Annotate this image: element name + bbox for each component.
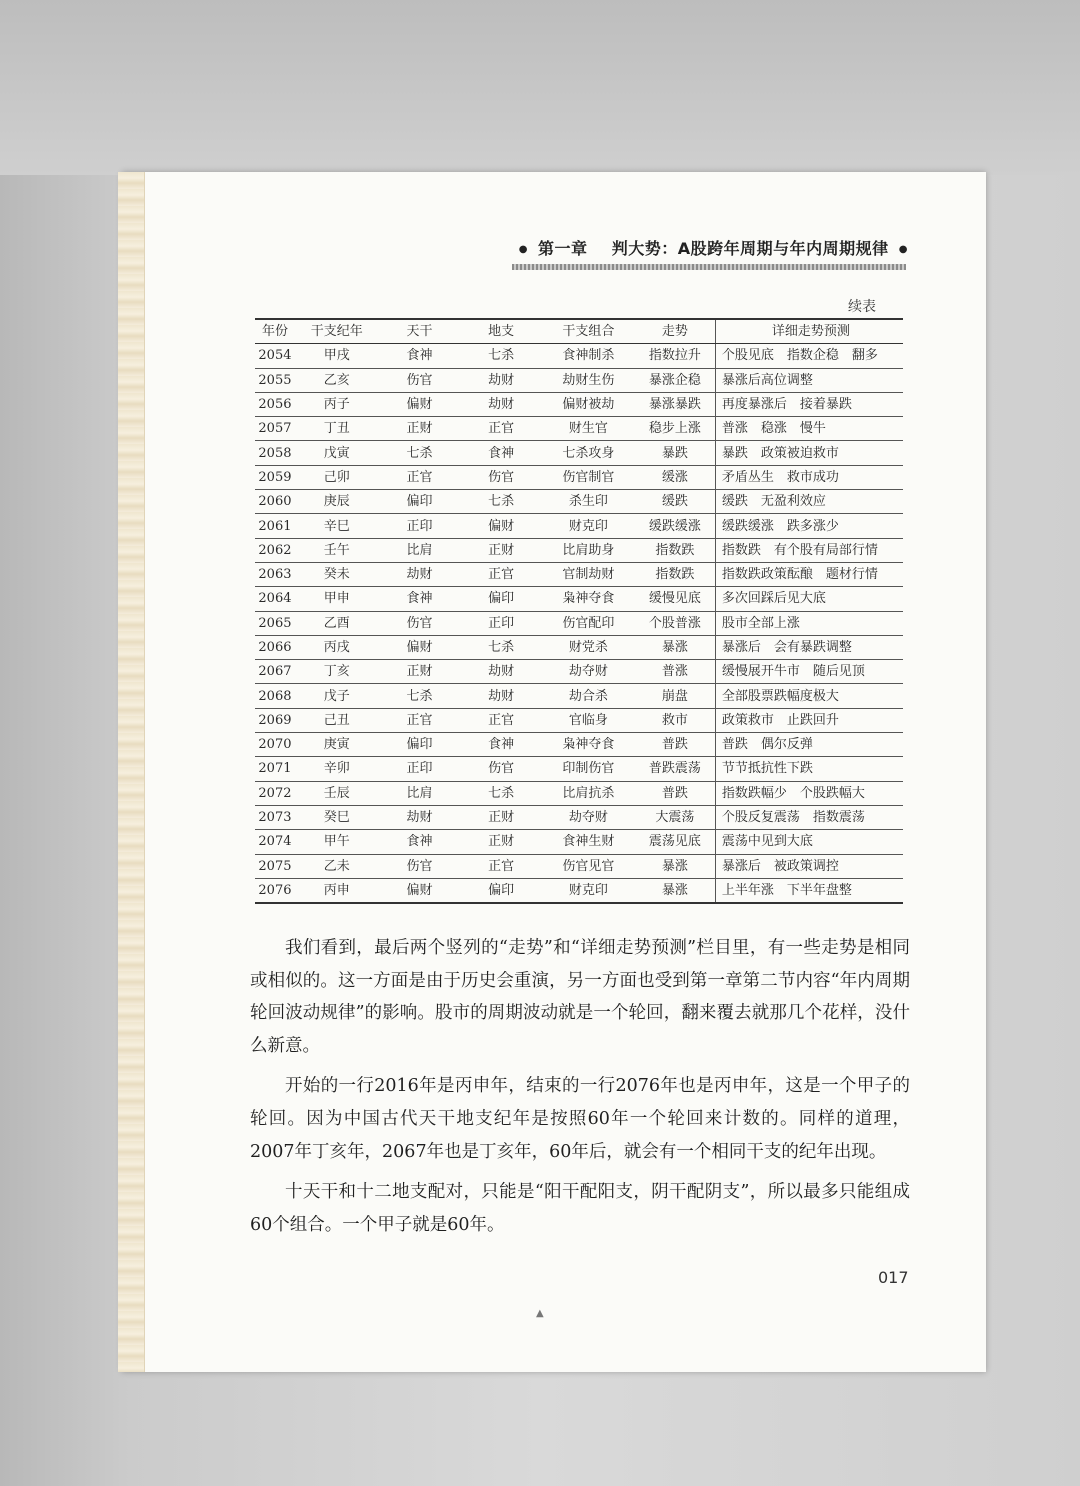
tiangan-cell: 正官: [379, 465, 461, 489]
year-cell: 2057: [255, 417, 295, 441]
forecast-cell: 普涨 稳涨 慢牛: [715, 417, 903, 441]
combination-cell: 劫财生伤: [542, 368, 635, 392]
year-cell: 2060: [255, 490, 295, 514]
year-cell: 2070: [255, 733, 295, 757]
trend-cell: 暴涨: [635, 635, 716, 659]
forecast-cell: 普跌 偶尔反弹: [715, 733, 903, 757]
year-cell: 2061: [255, 514, 295, 538]
column-header-year: 年份: [255, 319, 295, 344]
column-header-ganzhi: 干支纪年: [295, 319, 379, 344]
combination-cell: 枭神夺食: [542, 733, 635, 757]
table-row: [255, 733, 903, 757]
dizhi-cell: 偏印: [460, 587, 542, 611]
dizhi-cell: 正官: [460, 417, 542, 441]
combination-cell: 偏财被劫: [542, 392, 635, 416]
year-cell: 2063: [255, 562, 295, 586]
trend-cell: 普涨: [635, 660, 716, 684]
ganzhi-cell: 丙申: [295, 878, 379, 903]
year-cell: 2074: [255, 830, 295, 854]
table-row: [255, 562, 903, 586]
tiangan-cell: 劫财: [379, 805, 461, 829]
chapter-title: 判大势：A股跨年周期与年内周期规律: [611, 239, 889, 258]
combination-cell: 比肩抗杀: [542, 781, 635, 805]
table-row: [255, 830, 903, 854]
forecast-cell: 缓跌缓涨 跌多涨少: [715, 514, 903, 538]
tiangan-cell: 正印: [379, 514, 461, 538]
column-header-dizhi: 地支: [460, 319, 542, 344]
header-rule: [512, 264, 906, 270]
trend-cell: 暴涨: [635, 854, 716, 878]
table-row: [255, 660, 903, 684]
ganzhi-cell: 壬辰: [295, 781, 379, 805]
table-row: [255, 417, 903, 441]
ganzhi-cell: 壬午: [295, 538, 379, 562]
ganzhi-cell: 甲申: [295, 587, 379, 611]
table-row: [255, 854, 903, 878]
scanner-background: [0, 0, 1080, 175]
combination-cell: 官临身: [542, 708, 635, 732]
year-cell: 2056: [255, 392, 295, 416]
ganzhi-cell: 癸巳: [295, 805, 379, 829]
tiangan-cell: 偏印: [379, 490, 461, 514]
book-page: [122, 172, 986, 1372]
year-cell: 2059: [255, 465, 295, 489]
ganzhi-cell: 癸未: [295, 562, 379, 586]
year-cell: 2065: [255, 611, 295, 635]
dizhi-cell: 正财: [460, 830, 542, 854]
dizhi-cell: 劫财: [460, 392, 542, 416]
forecast-cell: 指数跌 有个股有局部行情: [715, 538, 903, 562]
ganzhi-cell: 戊寅: [295, 441, 379, 465]
table-row: [255, 490, 903, 514]
trend-cell: 缓跌: [635, 490, 716, 514]
year-cell: 2073: [255, 805, 295, 829]
dizhi-cell: 七杀: [460, 781, 542, 805]
ganzhi-cell: 庚寅: [295, 733, 379, 757]
dizhi-cell: 伤官: [460, 465, 542, 489]
trend-cell: 普跌: [635, 781, 716, 805]
forecast-cell: 暴涨后高位调整: [715, 368, 903, 392]
year-cell: 2075: [255, 854, 295, 878]
forecast-cell: 上半年涨 下半年盘整: [715, 878, 903, 903]
forecast-cell: 缓跌 无盈利效应: [715, 490, 903, 514]
combination-cell: 财生官: [542, 417, 635, 441]
combination-cell: 财克印: [542, 878, 635, 903]
combination-cell: 印制伤官: [542, 757, 635, 781]
table-row: [255, 757, 903, 781]
forecast-cell: 节节抵抗性下跌: [715, 757, 903, 781]
ganzhi-cell: 戊子: [295, 684, 379, 708]
dizhi-cell: 劫财: [460, 660, 542, 684]
combination-cell: 财克印: [542, 514, 635, 538]
ganzhi-cell: 辛巳: [295, 514, 379, 538]
table-header-row: [255, 319, 903, 344]
trend-cell: 崩盘: [635, 684, 716, 708]
year-cell: 2069: [255, 708, 295, 732]
tiangan-cell: 偏财: [379, 392, 461, 416]
chapter-label: 第一章: [538, 239, 588, 258]
dizhi-cell: 七杀: [460, 490, 542, 514]
running-header: [512, 236, 912, 259]
table-row: [255, 344, 903, 368]
year-cell: 2068: [255, 684, 295, 708]
trend-cell: 暴涨企稳: [635, 368, 716, 392]
dizhi-cell: 伤官: [460, 757, 542, 781]
trend-cell: 暴涨暴跌: [635, 392, 716, 416]
page-number: 017: [878, 1268, 909, 1287]
tiangan-cell: 正印: [379, 757, 461, 781]
dizhi-cell: 七杀: [460, 635, 542, 659]
table-row: [255, 805, 903, 829]
forecast-cell: 政策救市 止跌回升: [715, 708, 903, 732]
forecast-cell: 暴涨后 会有暴跌调整: [715, 635, 903, 659]
tiangan-cell: 伤官: [379, 611, 461, 635]
tiangan-cell: 正官: [379, 708, 461, 732]
trend-cell: 缓涨: [635, 465, 716, 489]
dizhi-cell: 劫财: [460, 368, 542, 392]
combination-cell: 食神生财: [542, 830, 635, 854]
tiangan-cell: 伤官: [379, 368, 461, 392]
combination-cell: 伤官配印: [542, 611, 635, 635]
ganzhi-cell: 丙子: [295, 392, 379, 416]
combination-cell: 杀生印: [542, 490, 635, 514]
column-header-tiangan: 天干: [379, 319, 461, 344]
tiangan-cell: 偏印: [379, 733, 461, 757]
paragraph: 开始的一行2016年是丙申年，结束的一行2076年也是丙申年，这是一个甲子的轮回。因为中国古代天干地支纪年是按照60年一个轮回来计数的。同样的道理，2007年丁亥年，2067年也是丁亥年，60年后，就会有一个相同干支的纪年出现。: [250, 1076, 910, 1162]
table-row: [255, 587, 903, 611]
table-row: [255, 635, 903, 659]
combination-cell: 劫夺财: [542, 805, 635, 829]
dizhi-cell: 正印: [460, 611, 542, 635]
forecast-cell: 暴跌 政策被迫救市: [715, 441, 903, 465]
ganzhi-cell: 庚辰: [295, 490, 379, 514]
dizhi-cell: 正官: [460, 562, 542, 586]
table-row: [255, 441, 903, 465]
body-text: [250, 932, 910, 1249]
ganzhi-cell: 乙酉: [295, 611, 379, 635]
trend-cell: 暴涨: [635, 878, 716, 903]
trend-cell: 普跌: [635, 733, 716, 757]
trend-cell: 暴跌: [635, 441, 716, 465]
forecast-cell: 暴涨后 被政策调控: [715, 854, 903, 878]
dizhi-cell: 食神: [460, 733, 542, 757]
dizhi-cell: 正官: [460, 854, 542, 878]
ganzhi-cell: 甲午: [295, 830, 379, 854]
trend-cell: 个股普涨: [635, 611, 716, 635]
combination-cell: 伤官见官: [542, 854, 635, 878]
forecast-cell: 矛盾丛生 救市成功: [715, 465, 903, 489]
column-header-trend: 走势: [635, 319, 716, 344]
bullet-icon: ●: [898, 244, 908, 255]
tiangan-cell: 食神: [379, 344, 461, 368]
tiangan-cell: 偏财: [379, 878, 461, 903]
ganzhi-cell: 乙未: [295, 854, 379, 878]
combination-cell: 比肩助身: [542, 538, 635, 562]
forecast-cell: 全部股票跌幅度极大: [715, 684, 903, 708]
table-row: [255, 538, 903, 562]
dizhi-cell: 七杀: [460, 344, 542, 368]
table-row: [255, 781, 903, 805]
forecast-table: [255, 318, 903, 904]
dizhi-cell: 偏印: [460, 878, 542, 903]
forecast-cell: 再度暴涨后 接着暴跌: [715, 392, 903, 416]
year-cell: 2067: [255, 660, 295, 684]
tiangan-cell: 正财: [379, 417, 461, 441]
combination-cell: 财党杀: [542, 635, 635, 659]
dizhi-cell: 偏财: [460, 514, 542, 538]
torn-page-edge: [118, 172, 145, 1372]
forecast-cell: 指数跌幅少 个股跌幅大: [715, 781, 903, 805]
table-row: [255, 368, 903, 392]
year-cell: 2058: [255, 441, 295, 465]
dizhi-cell: 劫财: [460, 684, 542, 708]
tiangan-cell: 七杀: [379, 684, 461, 708]
forecast-cell: 个股见底 指数企稳 翻多: [715, 344, 903, 368]
ganzhi-cell: 乙亥: [295, 368, 379, 392]
table-row: [255, 684, 903, 708]
tiangan-cell: 七杀: [379, 441, 461, 465]
year-cell: 2064: [255, 587, 295, 611]
column-header-forecast: 详细走势预测: [715, 319, 903, 344]
tiangan-cell: 伤官: [379, 854, 461, 878]
year-cell: 2071: [255, 757, 295, 781]
combination-cell: 劫合杀: [542, 684, 635, 708]
year-cell: 2062: [255, 538, 295, 562]
paragraph: 我们看到，最后两个竖列的“走势”和“详细走势预测”栏目里，有一些走势是相同或相似的。这一方面是由于历史会重演，另一方面也受到第一章第二节内容“年内周期轮回波动规律”的影响。股市的周期波动就是一个轮回，翻来覆去就那几个花样，没什么新意。: [250, 938, 910, 1056]
forecast-cell: 缓慢展开牛市 随后见顶: [715, 660, 903, 684]
year-cell: 2066: [255, 635, 295, 659]
forecast-cell: 指数跌政策酝酿 题材行情: [715, 562, 903, 586]
table-row: [255, 514, 903, 538]
trend-cell: 缓慢见底: [635, 587, 716, 611]
trend-cell: 震荡见底: [635, 830, 716, 854]
dizhi-cell: 正官: [460, 708, 542, 732]
forecast-cell: 震荡中见到大底: [715, 830, 903, 854]
tiangan-cell: 劫财: [379, 562, 461, 586]
paragraph: 十天干和十二地支配对，只能是“阳干配阳支，阴干配阴支”，所以最多只能组成60个组合。一个甲子就是60年。: [250, 1182, 910, 1235]
table-body: [255, 344, 903, 903]
combination-cell: 枭神夺食: [542, 587, 635, 611]
tiangan-cell: 偏财: [379, 635, 461, 659]
ornament-mark: ▲: [536, 1308, 544, 1319]
trend-cell: 稳步上涨: [635, 417, 716, 441]
year-cell: 2076: [255, 878, 295, 903]
dizhi-cell: 正财: [460, 805, 542, 829]
ganzhi-cell: 己卯: [295, 465, 379, 489]
table-row: [255, 392, 903, 416]
tiangan-cell: 比肩: [379, 538, 461, 562]
year-cell: 2072: [255, 781, 295, 805]
year-cell: 2055: [255, 368, 295, 392]
forecast-cell: 股市全部上涨: [715, 611, 903, 635]
column-header-combination: 干支组合: [542, 319, 635, 344]
dizhi-cell: 食神: [460, 441, 542, 465]
combination-cell: 劫夺财: [542, 660, 635, 684]
combination-cell: 伤官制官: [542, 465, 635, 489]
tiangan-cell: 正财: [379, 660, 461, 684]
bullet-icon: ●: [518, 244, 528, 255]
combination-cell: 七杀攻身: [542, 441, 635, 465]
forecast-cell: 多次回踩后见大底: [715, 587, 903, 611]
table-row: [255, 708, 903, 732]
trend-cell: 指数拉升: [635, 344, 716, 368]
tiangan-cell: 比肩: [379, 781, 461, 805]
ganzhi-cell: 辛卯: [295, 757, 379, 781]
table-row: [255, 465, 903, 489]
combination-cell: 食神制杀: [542, 344, 635, 368]
trend-cell: 缓跌缓涨: [635, 514, 716, 538]
trend-cell: 指数跌: [635, 538, 716, 562]
ganzhi-cell: 丁丑: [295, 417, 379, 441]
ganzhi-cell: 甲戌: [295, 344, 379, 368]
table-caption: 续表: [848, 299, 876, 315]
tiangan-cell: 食神: [379, 587, 461, 611]
trend-cell: 指数跌: [635, 562, 716, 586]
ganzhi-cell: 丙戌: [295, 635, 379, 659]
forecast-cell: 个股反复震荡 指数震荡: [715, 805, 903, 829]
table-row: [255, 611, 903, 635]
combination-cell: 官制劫财: [542, 562, 635, 586]
dizhi-cell: 正财: [460, 538, 542, 562]
ganzhi-cell: 己丑: [295, 708, 379, 732]
table-row: [255, 878, 903, 903]
trend-cell: 大震荡: [635, 805, 716, 829]
tiangan-cell: 食神: [379, 830, 461, 854]
trend-cell: 救市: [635, 708, 716, 732]
trend-cell: 普跌震荡: [635, 757, 716, 781]
year-cell: 2054: [255, 344, 295, 368]
ganzhi-cell: 丁亥: [295, 660, 379, 684]
